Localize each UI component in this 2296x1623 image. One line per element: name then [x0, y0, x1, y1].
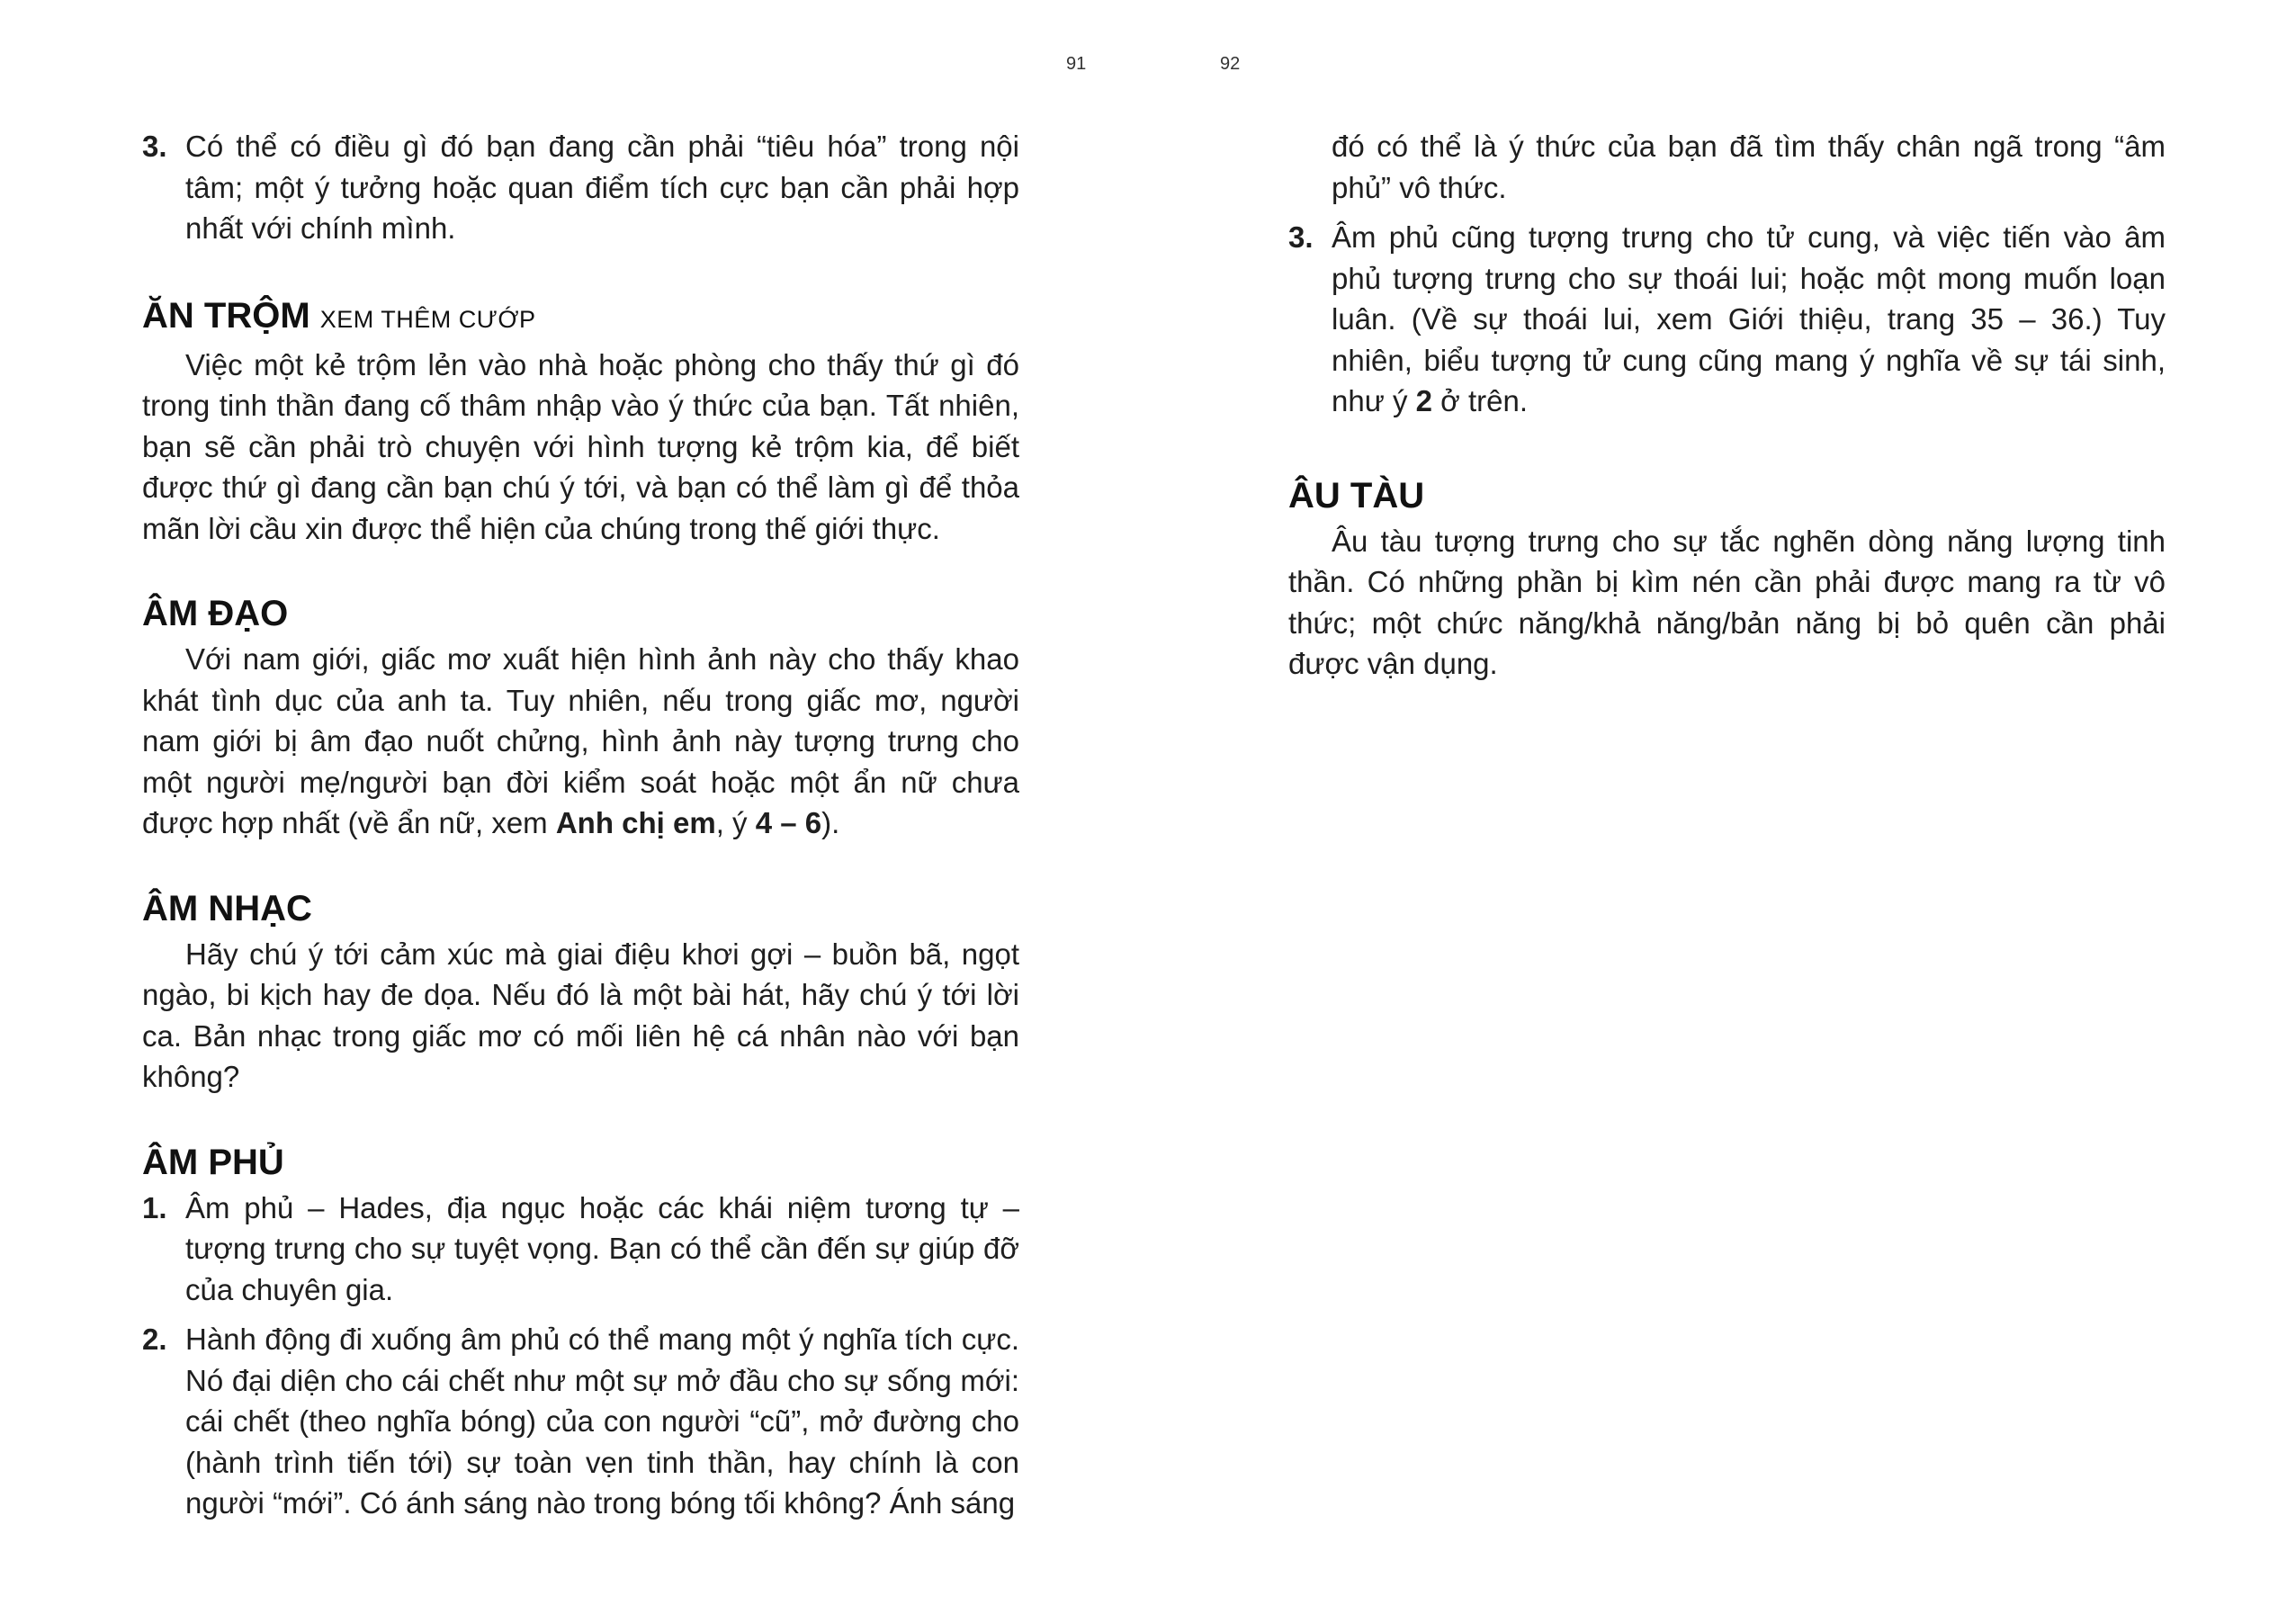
cross-reference: XEM THÊM CƯỚP — [319, 305, 536, 333]
item-text: Hành động đi xuống âm phủ có thể mang một ý nghĩa tích cực. Nó đại diện cho cái chết như một sự mở đầu cho sự sống mới: cái chết (theo nghĩa bóng) của con người “cũ”, mở đường cho (hành trình tiến tới) sự toàn vẹn tinh thần, hay chính là con người “mới”. Có ánh sáng nào trong bóng tối không? Ánh sáng — [185, 1323, 1019, 1520]
body-text: , ý — [715, 806, 756, 839]
item-number: 3. — [142, 130, 167, 163]
body-text: Âm phủ cũng tượng trưng cho tử cung, và việc tiến vào âm phủ tượng trưng cho sự thoái lui; hoặc một mong muốn loạn luân. (Về sự thoái lui, xem Giới thiệu, trang 35 – 36.) Tuy nhiên, biểu tượng tử cung cũng mang ý nghĩa về sự tái sinh, như ý — [1332, 220, 2166, 417]
item-number: 1. — [142, 1190, 167, 1224]
list-item — [1288, 217, 2166, 422]
item-number: 2. — [142, 1323, 167, 1356]
heading-text: ĂN TRỘM — [142, 295, 310, 336]
right-page — [1288, 126, 2166, 685]
item-text: Có thể có điều gì đó bạn đang cần phải “tiêu hóa” trong nội tâm; một ý tưởng hoặc quan điểm tích cực bạn cần phải hợp nhất với chính mình. — [185, 130, 1019, 245]
entry-body: Hãy chú ý tới cảm xúc mà giai điệu khơi gợi – buồn bã, ngọt ngào, bi kịch hay đe dọa. Nếu đó là một bài hát, hãy chú ý tới lời ca. Bản nhạc trong giấc mơ có mối liên hệ cá nhân nào với bạn không? — [142, 937, 1019, 1093]
list-item — [142, 1188, 1019, 1311]
entry-heading-an-trom — [142, 291, 1019, 345]
bold-reference: 4 – 6 — [755, 806, 822, 839]
page-number-left: 91 — [1066, 54, 1087, 74]
body-text: ở trên. — [1432, 384, 1529, 417]
bold-reference: Anh chị em — [555, 806, 716, 839]
continued-text: đó có thể là ý thức của bạn đã tìm thấy chân ngã trong “âm phủ” vô thức. — [1332, 130, 2166, 204]
entry-heading-au-tau: ÂU TÀU — [1288, 475, 1425, 516]
list-item — [142, 126, 1019, 249]
bold-reference: 2 — [1415, 384, 1432, 417]
entry-heading-am-dao: ÂM ĐẠO — [142, 594, 289, 633]
item-text — [1332, 217, 2166, 422]
list-item — [142, 1319, 1019, 1524]
entry-body: Việc một kẻ trộm lẻn vào nhà hoặc phòng cho thấy thứ gì đó trong tinh thần đang cố thâm nhập vào ý thức của bạn. Tất nhiên, bạn sẽ cần phải trò chuyện với hình tượng kẻ trộm kia, để biết được thứ gì đang cần bạn chú ý tới, và bạn có thể làm gì để thỏa mãn lời cầu xin được thể hiện của chúng trong thế giới thực. — [142, 347, 1019, 545]
entry-heading-am-nhac: ÂM NHẠC — [142, 888, 312, 928]
item-number: 3. — [1288, 220, 1314, 254]
page-number-right: 92 — [1220, 54, 1241, 74]
body-text: ). — [821, 806, 840, 839]
item-text: Âm phủ – Hades, địa ngục hoặc các khái niệm tương tự – tượng trưng cho sự tuyệt vọng. Bạn có thể cần đến sự giúp đỡ của chuyên gia. — [185, 1190, 1019, 1306]
body-text: Với nam giới, giấc mơ xuất hiện hình ảnh này cho thấy khao khát tình dục của anh ta. Tuy nhiên, nếu trong giấc mơ, người nam giới bị âm đạo nuốt chửng, hình ảnh này tượng trưng cho một người mẹ/người bạn đời kiểm soát hoặc một ẩn nữ chưa được hợp nhất (về ẩn nữ, xem — [142, 642, 1019, 839]
entry-heading-am-phu: ÂM PHỦ — [142, 1142, 284, 1182]
entry-body — [142, 639, 1019, 844]
entry-body: Âu tàu tượng trưng cho sự tắc nghẽn dòng năng lượng tinh thần. Có những phần bị kìm nén cần phải được mang ra từ vô thức; một chức năng/khả năng/bản năng bị bỏ quên cần phải được vận dụng. — [1288, 524, 2166, 680]
left-page — [142, 126, 1019, 1533]
